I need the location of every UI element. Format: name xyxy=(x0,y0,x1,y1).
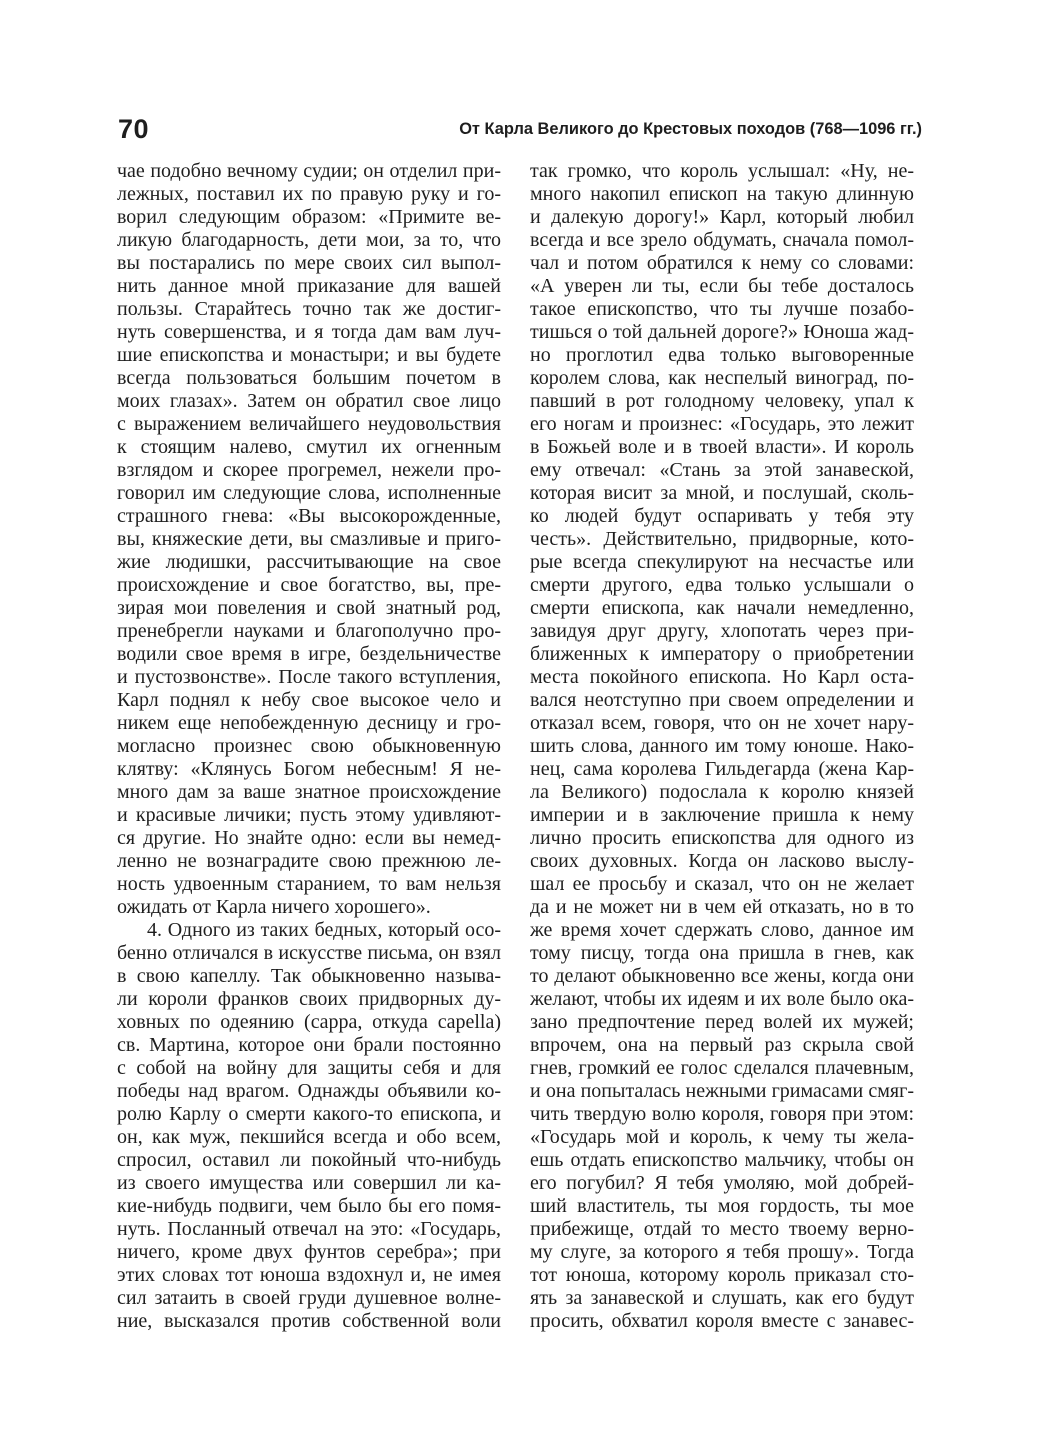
text-line: много накопил епископ на такую длинную xyxy=(530,183,914,205)
text-line: ли короли франков своих придворных ду- xyxy=(117,988,501,1010)
text-line: страшного гнева: «Вы высокорожденные, xyxy=(117,505,501,527)
left-text-column xyxy=(117,160,501,1333)
text-line: и она попыталась нежными гримасами смяг- xyxy=(530,1080,914,1102)
text-line: ла Великого) подослала к королю князей xyxy=(530,781,914,803)
text-line: в свою капеллу. Так обыкновенно называ- xyxy=(117,965,501,987)
text-line: ворил следующим образом: «Примите ве- xyxy=(117,206,501,228)
text-line: павший в рот голодному человеку, упал к xyxy=(530,390,914,412)
text-line: с выражением величайшего неудовольствия xyxy=(117,413,501,435)
text-line: и красивые личики; пусть этому удивляют- xyxy=(117,804,501,826)
text-line: смерти другого, едва только услышали о xyxy=(530,574,914,596)
text-line: лежных, поставил их по правую руку и го- xyxy=(117,183,501,205)
text-line: ожидать от Карла ничего хорошего». xyxy=(117,896,431,918)
text-line: ховных по одеянию (cappa, откуда capella) xyxy=(117,1011,501,1033)
text-line: и далекую дорогу!» Карл, который любил xyxy=(530,206,914,228)
text-line: моих глазах». Затем он обратил свое лицо xyxy=(117,390,501,412)
text-line: никем еще непобежденную десницу и гро- xyxy=(117,712,501,734)
text-line: его погубил? Я тебя умоляю, мой добрей- xyxy=(530,1172,914,1194)
text-line: к стоящим налево, смутил их огненным xyxy=(117,436,501,458)
text-line: так громко, что король услышал: «Ну, не- xyxy=(530,160,914,182)
text-line: да и не может ни в чем ей отказать, но в то xyxy=(530,896,914,918)
text-line: этих словах тот юноша вздохнул и, не имея xyxy=(117,1264,501,1286)
text-line: чае подобно вечному судии; он отделил при- xyxy=(117,160,501,182)
text-line: смерти епископа, как начали немедленно, xyxy=(530,597,914,619)
text-line: ко людей будут оспаривать у тебя эту xyxy=(530,505,914,527)
text-line: своих духовных. Когда он ласково выслу- xyxy=(530,850,914,872)
text-line: могласно произнес свою обыкновенную xyxy=(117,735,501,757)
text-line: такое епископство, что ты лучше позабо- xyxy=(530,298,914,320)
text-line: впрочем, она на первый раз скрыла свой xyxy=(530,1034,914,1056)
text-line: всегда и все зрело обдумать, сначала помол- xyxy=(530,229,914,251)
text-line: вы постарались по мере своих сил выпол- xyxy=(117,252,501,274)
text-line: которая висит за мной, и послушай, сколь- xyxy=(530,482,914,504)
text-line: сил затаить в своей груди душевное волне- xyxy=(117,1287,501,1309)
text-line: ближенных к императору о приобретении xyxy=(530,643,914,665)
text-line: рые всегда спекулируют на несчастье или xyxy=(530,551,914,573)
text-line: шал ее просьбу и сказал, что он не желает xyxy=(530,873,914,895)
text-line: жие людишки, рассчитывающие на свое xyxy=(117,551,501,573)
text-line: ешь отдать епископство мальчику, чтобы он xyxy=(530,1149,914,1171)
text-line: взглядом и скорее прогремел, нежели про- xyxy=(117,459,501,481)
text-line: водили свое время в игре, бездельничестве xyxy=(117,643,501,665)
page-header xyxy=(118,112,922,148)
text-line: тишься о той дальней дороге?» Юноша жад- xyxy=(530,321,914,343)
page-number: 70 xyxy=(118,114,150,144)
text-line: тот юноша, которому король приказал сто- xyxy=(530,1264,914,1286)
text-line: тому писцу, тогда она пришла в гнев, как xyxy=(530,942,914,964)
text-line: спросил, оставил ли покойный что-нибудь xyxy=(117,1149,501,1171)
text-line: завидуя друг другу, хлопотать через при- xyxy=(530,620,914,642)
text-line: пренебрегли науками и благополучно про- xyxy=(117,620,501,642)
text-line: ликую благодарность, дети мои, за то, что xyxy=(117,229,501,251)
text-line: вался неотступно при своем определении и xyxy=(530,689,914,711)
text-line: нуть. Посланный отвечал на это: «Государь, xyxy=(117,1218,501,1240)
text-line: «А уверен ли ты, если бы тебе досталось xyxy=(530,275,914,297)
text-line: ся другие. Но знайте одно: если вы немед- xyxy=(117,827,501,849)
text-line: с собой на войну для защиты себя и для xyxy=(117,1057,501,1079)
text-line: королем слова, как неспелый виноград, по- xyxy=(530,367,914,389)
text-line: желают, чтобы их идеям и их воле было ока- xyxy=(530,988,914,1010)
text-line: он, как муж, пекшийся всегда и обо всем, xyxy=(117,1126,501,1148)
text-line: пользы. Старайтесь точно так же достиг- xyxy=(117,298,501,320)
text-line: в Божьей воле и в твоей власти». И король xyxy=(530,436,914,458)
text-line: шить слова, данного им тому юноше. Нако- xyxy=(530,735,914,757)
text-line: всегда пользоваться большим почетом в xyxy=(117,367,501,389)
text-line: «Государь мой и король, к чему ты жела- xyxy=(530,1126,914,1148)
text-line: отказал всем, говоря, что он не хочет нару- xyxy=(530,712,914,734)
text-line: места покойного епископа. Но Карл оста- xyxy=(530,666,914,688)
text-line: бенно отличался в искусстве письма, он взял xyxy=(117,942,501,964)
text-line: то делают обыкновенно все жены, когда они xyxy=(530,965,914,987)
text-line: ние, высказался против собственной воли xyxy=(117,1310,501,1332)
text-line: много дам за ваше знатное происхождение xyxy=(117,781,501,803)
text-line: и пустозвонстве». После такого вступления, xyxy=(117,666,501,688)
text-line: ролю Карлу о смерти какого-то епископа, и xyxy=(117,1103,501,1125)
text-line: ничего, кроме двух фунтов серебра»; при xyxy=(117,1241,501,1263)
text-line: ять за занавеской и слушать, как его будут xyxy=(530,1287,914,1309)
text-line: нить данное мной приказание для вашей xyxy=(117,275,501,297)
text-line: чал и потом обратился к нему со словами: xyxy=(530,252,914,274)
text-line: говорил им следующие слова, исполненные xyxy=(117,482,501,504)
text-line: гнев, громкий ее голос сделался плачевным, xyxy=(530,1057,914,1079)
text-line: из своего имущества или совершил ли ка- xyxy=(117,1172,501,1194)
text-line: победы над врагом. Однажды объявили ко- xyxy=(117,1080,501,1102)
text-line: 4. Одного из таких бедных, который осо- xyxy=(147,919,501,941)
text-line: Карл поднял к небу свое высокое чело и xyxy=(117,689,501,711)
text-line: но проглотил едва только выговоренные xyxy=(530,344,914,366)
text-line: империи и в заключение пришла к нему xyxy=(530,804,914,826)
text-line: просить, обхватил короля вместе с занавес- xyxy=(530,1310,914,1332)
text-line: происхождение и свое богатство, вы, пре- xyxy=(117,574,501,596)
text-line: му слуге, за которого я тебя прошу». Тогда xyxy=(530,1241,914,1263)
text-line: прибежище, отдай то место твоему верно- xyxy=(530,1218,914,1240)
text-line: нец, сама королева Гильдегарда (жена Кар- xyxy=(530,758,914,780)
text-line: кие-нибудь подвиги, чем было бы его помя- xyxy=(117,1195,501,1217)
running-title: От Карла Великого до Крестовых походов (768—1096 гг.) xyxy=(459,120,922,138)
text-line: ленно не вознаградите свою прежнюю ле- xyxy=(117,850,501,872)
text-line: клятву: «Клянусь Богом небесным! Я не- xyxy=(117,758,501,780)
text-line: ему отвечал: «Стань за этой занавеской, xyxy=(530,459,914,481)
text-line: же время хочет сдержать слово, данное им xyxy=(530,919,914,941)
text-line: зано предпочтение перед волей их мужей; xyxy=(530,1011,914,1033)
text-line: нуть совершенства, и я тогда дам вам луч- xyxy=(117,321,501,343)
text-line: честь». Действительно, придворные, кото- xyxy=(530,528,914,550)
text-line: св. Мартина, которое они брали постоянно xyxy=(117,1034,501,1056)
text-line: шие епископства и монастыри; и вы будете xyxy=(117,344,501,366)
text-line: его ногам и произнес: «Государь, это лежит xyxy=(530,413,914,435)
text-line: ность удвоенным старанием, то вам нельзя xyxy=(117,873,501,895)
text-line: зирая мои повеления и свой знатный род, xyxy=(117,597,501,619)
text-line: чить твердую волю короля, говоря при этом: xyxy=(530,1103,914,1125)
text-line: вы, княжеские дети, вы смазливые и приго- xyxy=(117,528,501,550)
right-text-column xyxy=(530,160,914,1333)
text-line: лично просить епископства для одного из xyxy=(530,827,914,849)
text-line: ший властитель, ты моя гордость, ты мое xyxy=(530,1195,914,1217)
